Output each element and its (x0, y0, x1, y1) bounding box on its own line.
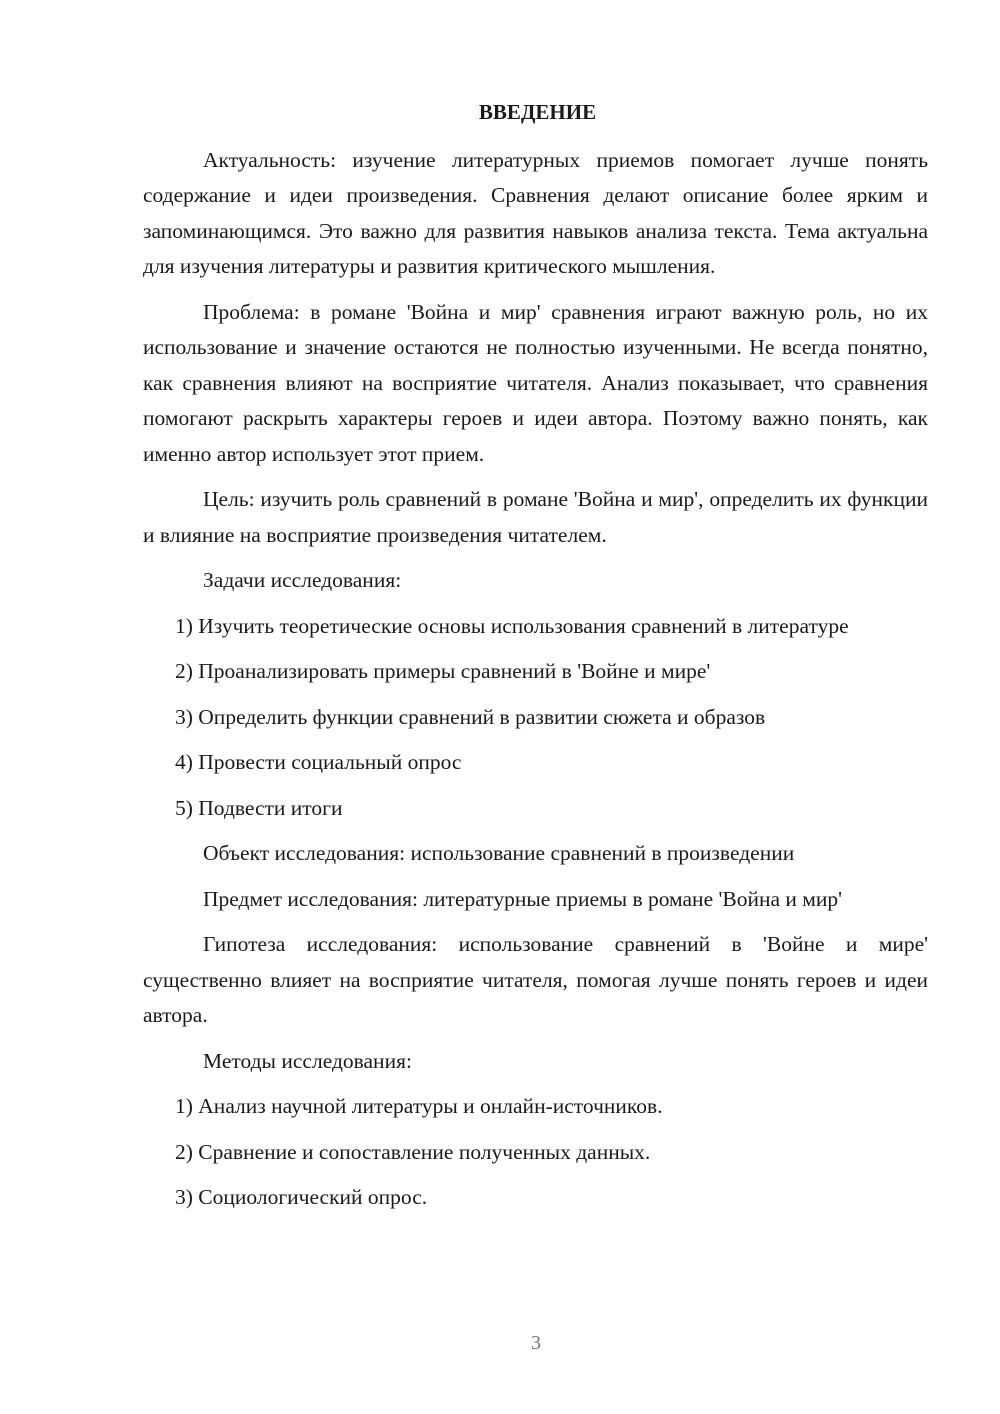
task-item: 1) Изучить теоретические основы использования сравнений в литературе (175, 613, 849, 638)
method-item: 1) Анализ научной литературы и онлайн-источников. (175, 1094, 663, 1118)
relevance-paragraph: Актуальность: изучение литературных приемов помогает лучше понять содержание и идеи произведения. Сравнения делают описание более ярким и запоминающимся. Это важно для развития навыков анализа текста. Тема актуальна для изучения литературы и развития критического мышления. (143, 147, 928, 278)
task-item: 5) Подвести итоги (175, 795, 343, 820)
section-title: ВВЕДЕНИЕ (478, 100, 597, 124)
subject-paragraph: Предмет исследования: литературные приемы в романе 'Война и мир' (203, 886, 842, 911)
task-item: 3) Определить функции сравнений в развитии сюжета и образов (175, 704, 766, 729)
method-item: 3) Социологический опрос. (175, 1185, 428, 1209)
page-content (143, 95, 928, 1226)
methods-heading: Методы исследования: (203, 1048, 412, 1073)
object-paragraph: Объект исследования: использование сравнений в произведении (203, 841, 795, 865)
method-item: 2) Сравнение и сопоставление полученных данных. (175, 1139, 651, 1164)
page-number: 3 (531, 1332, 541, 1354)
task-item: 2) Проанализировать примеры сравнений в 'Войне и мире' (175, 659, 711, 683)
goal-paragraph: Цель: изучить роль сравнений в романе 'Война и мир', определить их функции и влияние на восприятие произведения читателем. (143, 487, 928, 547)
problem-paragraph: Проблема: в романе 'Война и мир' сравнения играют важную роль, но их использование и значение остаются не полностью изученными. Не всегда понятно, как сравнения влияют на восприятие читателя. Анализ показывает, что сравнения помогают раскрыть характеры героев и идеи автора. Поэтому важно понять, как именно автор использует этот прием. (143, 299, 928, 466)
hypothesis-paragraph: Гипотеза исследования: использование сравнений в 'Войне и мире' существенно влияет на восприятие читателя, помогая лучше понять героев и идеи автора. (143, 932, 928, 1027)
tasks-heading: Задачи исследования: (203, 568, 402, 592)
task-item: 4) Провести социальный опрос (175, 750, 462, 774)
